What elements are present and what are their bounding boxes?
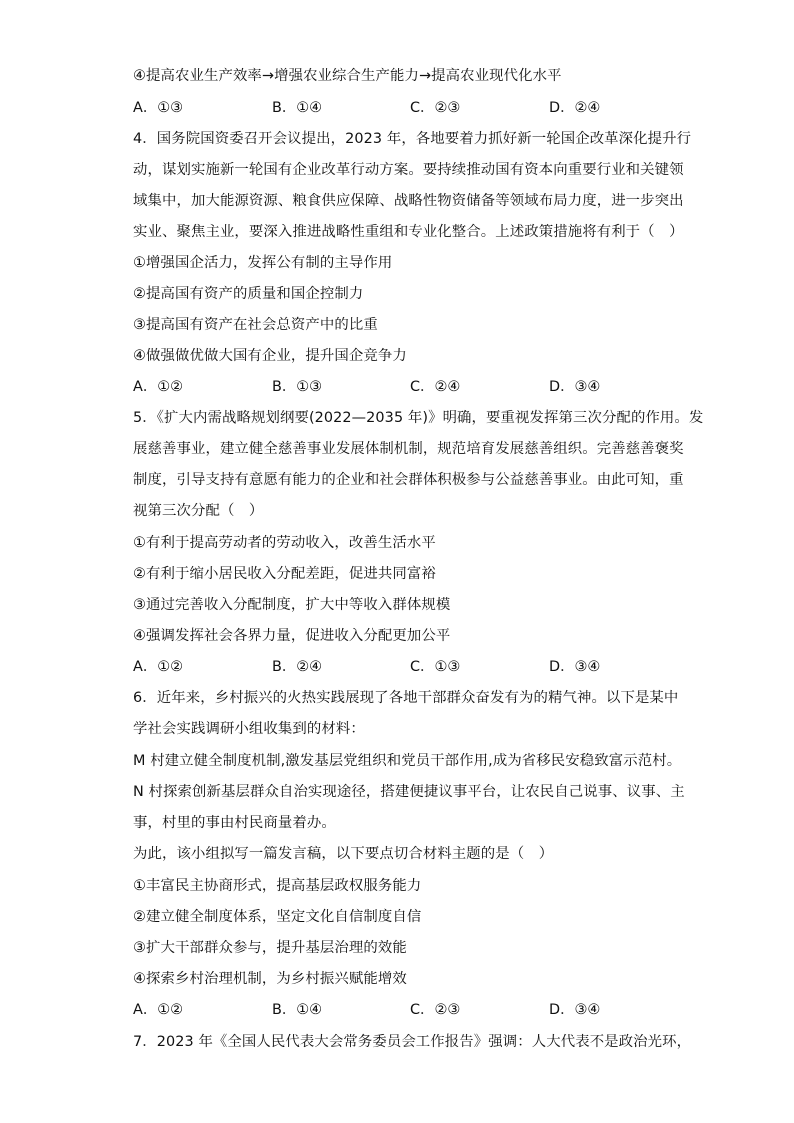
q5-item-4: ④强调发挥社会各界力量，促进收入分配更加公平 bbox=[133, 628, 451, 644]
q4-stem-line: 动，谋划实施新一轮国有企业改革行动方案。要持续推动国有资本向重要行业和关键领 bbox=[133, 162, 684, 178]
q4-option-a: A．①② bbox=[133, 379, 184, 395]
q6-item-1: ①丰富民主协商形式，提高基层政权服务能力 bbox=[133, 878, 422, 894]
q6-option-c: C．②③ bbox=[410, 1002, 461, 1018]
q4-stem-line: 4．国务院国资委召开会议提出，2023 年，各地要着力抓好新一轮国企改革深化提升行 bbox=[133, 131, 692, 147]
q6-item-4: ④探索乡村治理机制，为乡村振兴赋能增效 bbox=[133, 971, 407, 987]
q5-item-2: ②有利于缩小居民收入分配差距，促进共同富裕 bbox=[133, 566, 436, 582]
q6-stem-line: 为此，该小组拟写一篇发言稿，以下要点切合材料主题的是（ ） bbox=[133, 846, 554, 862]
q5-option-c: C．①③ bbox=[410, 659, 461, 675]
q3-option-c: C．②③ bbox=[410, 100, 461, 116]
q6-material-n-cont: 事，村里的事由村民商量着办。 bbox=[133, 815, 336, 831]
q7-stem-line: 7．2023 年《全国人民代表大会常务委员会工作报告》强调：人大代表不是政治光环， bbox=[133, 1034, 692, 1050]
q6-option-d: D．③④ bbox=[549, 1002, 601, 1018]
q5-option-b: B．②④ bbox=[272, 659, 323, 675]
q5-stem-line: 5．《扩大内需战略规划纲要(2022—2035 年)》明确，要重视发挥第三次分配的作用。发 bbox=[133, 410, 704, 426]
q3-option-a: A．①③ bbox=[133, 100, 184, 116]
q4-item-3: ③提高国有资产在社会总资产中的比重 bbox=[133, 317, 378, 333]
q6-material-n: N 村探索创新基层群众自治实现途径，搭建便捷议事平台，让农民自己说事、议事、主 bbox=[133, 784, 685, 800]
q4-item-2: ②提高国有资产的质量和国企控制力 bbox=[133, 286, 364, 302]
q4-option-d: D．③④ bbox=[549, 379, 601, 395]
q3-option-b: B．①④ bbox=[272, 100, 323, 116]
q5-stem-line: 视第三次分配（ ） bbox=[133, 503, 264, 519]
q3-option-d: D．②④ bbox=[549, 100, 601, 116]
q6-stem-line: 学社会实践调研小组收集到的材料： bbox=[133, 721, 365, 737]
q4-stem-line: 域集中，加大能源资源、粮食供应保障、战略性物资储备等领域布局力度，进一步突出 bbox=[133, 193, 684, 209]
q6-option-b: B．①④ bbox=[272, 1002, 323, 1018]
q4-option-c: C．②④ bbox=[410, 379, 461, 395]
q4-option-b: B．①③ bbox=[272, 379, 323, 395]
q5-option-d: D．③④ bbox=[549, 659, 601, 675]
q6-item-2: ②建立健全制度体系，坚定文化自信制度自信 bbox=[133, 909, 422, 925]
q5-item-3: ③通过完善收入分配制度，扩大中等收入群体规模 bbox=[133, 597, 451, 613]
q3-item-4: ④提高农业生产效率→增强农业综合生产能力→提高农业现代化水平 bbox=[133, 68, 562, 84]
q6-item-3: ③扩大干部群众参与，提升基层治理的效能 bbox=[133, 940, 407, 956]
q5-stem-line: 展慈善事业，建立健全慈善事业发展体制机制，规范培育发展慈善组织。完善慈善褒奖 bbox=[133, 441, 684, 457]
q5-option-a: A．①② bbox=[133, 659, 184, 675]
q4-stem-line: 实业、聚焦主业，要深入推进战略性重组和专业化整合。上述政策措施将有利于（ ） bbox=[133, 224, 684, 240]
q4-item-1: ①增强国企活力，发挥公有制的主导作用 bbox=[133, 255, 393, 271]
q4-item-4: ④做强做优做大国有企业，提升国企竞争力 bbox=[133, 348, 407, 364]
q6-material-m: M 村建立健全制度机制,激发基层党组织和党员干部作用,成为省移民安稳致富示范村。 bbox=[133, 753, 682, 769]
q6-stem-line: 6．近年来，乡村振兴的火热实践展现了各地干部群众奋发有为的精气神。以下是某中 bbox=[133, 690, 679, 706]
q5-stem-line: 制度，引导支持有意愿有能力的企业和社会群体积极参与公益慈善事业。由此可知，重 bbox=[133, 472, 684, 488]
q6-option-a: A．①② bbox=[133, 1002, 184, 1018]
q5-item-1: ①有利于提高劳动者的劳动收入，改善生活水平 bbox=[133, 535, 436, 551]
